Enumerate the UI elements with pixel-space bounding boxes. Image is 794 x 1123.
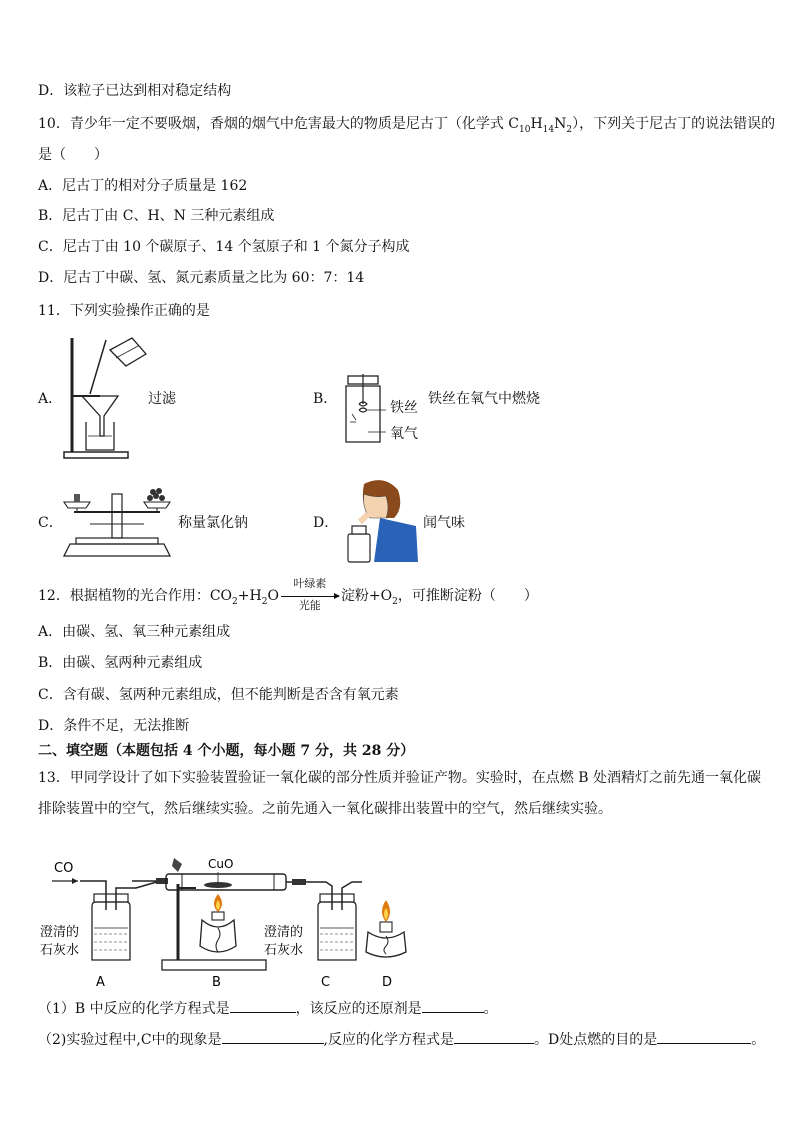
q10-sub-h: 14: [542, 124, 555, 135]
q10-option-b: B．尼古丁由 C、H、N 三种元素组成: [38, 208, 275, 224]
q12-sub-b: 2: [261, 596, 268, 607]
q13-stem-line2: 排除装置中的空气，然后继续实验。之前先通入一氧化碳排出装置中的空气，然后继续实验。: [38, 801, 612, 817]
q10-option-a: A．尼古丁的相对分子质量是 162: [38, 178, 248, 194]
q9-option-d: D．该粒子已达到相对稳定结构: [38, 83, 232, 99]
q12-stem-start: 12．根据植物的光合作用：CO: [38, 588, 233, 604]
cuo-label: CuO: [208, 857, 234, 871]
q12-option-b: B．由碳、氢两种元素组成: [38, 655, 203, 671]
q11-stem: 11．下列实验操作正确的是: [38, 303, 210, 319]
q10-sub-c: 10: [518, 124, 531, 135]
right-limewater-label-1: 澄清的: [264, 925, 304, 940]
q11-c-letter: C．: [38, 515, 63, 531]
q10-sub-n: 2: [566, 124, 573, 135]
q11-b-letter: B．: [313, 391, 338, 407]
q10-option-d: D．尼古丁中碳、氢、氮元素质量之比为 60：7：14: [38, 270, 365, 286]
q12-condition-below: 光能: [298, 599, 321, 612]
q12-plus-h: +H: [237, 588, 262, 604]
q10-stem: [38, 114, 775, 134]
left-limewater-label-1: 澄清的: [40, 925, 80, 940]
answer-blank-2[interactable]: [422, 998, 484, 1013]
q10-option-c: C．尼古丁由 10 个碳原子、14 个氢原子和 1 个氮分子构成: [38, 239, 410, 255]
q11-a-letter: A．: [38, 391, 63, 407]
q11-b-caption: 铁丝在氧气中燃烧: [428, 391, 540, 407]
q12-sub-a: 2: [232, 596, 238, 607]
balance-figure: [60, 480, 174, 560]
q10-stem-text: 10．青少年一定不要吸烟，香烟的烟气中危害最大的物质是尼古丁（化学式 C: [38, 116, 519, 132]
answer-blank-3[interactable]: [222, 1029, 324, 1044]
q13-sub1-text-a: （1）B 中反应的化学方程式是: [38, 1001, 230, 1017]
q12-option-c: C．含有碳、氢两种元素组成，但不能判断是否含有氧元素: [38, 687, 399, 703]
q11-d-letter: D．: [313, 515, 339, 531]
q13-stem-line1: 13．甲同学设计了如下实验装置验证一氧化碳的部分性质并验证产物。实验时，在点燃 B 处酒精灯之前先通一氧化碳: [38, 770, 761, 786]
q12-condition-above: 叶绿素: [293, 577, 327, 590]
q12-o: O: [267, 588, 279, 604]
q10-stem-line2: 是（ ）: [38, 147, 108, 163]
q11-c-caption: 称量氯化钠: [178, 515, 248, 531]
q13-sub1-text-c: 。: [483, 1001, 498, 1017]
smelling-figure: [340, 478, 420, 564]
answer-blank-4[interactable]: [454, 1029, 534, 1044]
label-c: C: [321, 975, 331, 990]
q12-product: 淀粉+O: [340, 588, 393, 604]
q12-option-d: D．条件不足，无法推断: [38, 718, 190, 734]
right-limewater-label-2: 石灰水: [264, 943, 304, 958]
apparatus-diagram: [36, 848, 436, 996]
q13-sub2-text-b: ,反应的化学方程式是: [323, 1032, 454, 1048]
label-d: D: [382, 975, 393, 990]
q10-h: H: [530, 116, 543, 132]
q13-sub2-text-d: 。: [751, 1032, 766, 1048]
section-title: 二、填空题（本题包括 4 个小题，每小题 7 分，共 28 分）: [38, 743, 415, 759]
q12-reaction-arrow: [281, 577, 339, 612]
filtration-figure: [60, 336, 150, 462]
q13-sub1: [38, 998, 498, 1019]
label-a: A: [96, 975, 105, 990]
q12-sub-c: 2: [392, 596, 398, 607]
left-limewater-label-2: 石灰水: [40, 943, 80, 958]
co-label: CO: [54, 861, 74, 876]
q13-sub2: [38, 1029, 765, 1050]
q11-a-caption: 过滤: [148, 391, 176, 407]
q12-stem-tail: ，可推断淀粉（ ）: [397, 588, 538, 604]
q12-option-a: A．由碳、氢、氧三种元素组成: [38, 624, 231, 640]
q11-d-caption: 闻气味: [423, 515, 465, 531]
q11-b-label-oxygen: 氧气: [390, 426, 418, 442]
q13-sub2-text-a: （2)实验过程中,C中的现象是: [38, 1032, 222, 1048]
iron-burning-figure: [338, 374, 388, 446]
q10-n: N: [554, 116, 567, 132]
answer-blank-1[interactable]: [230, 998, 296, 1013]
answer-blank-5[interactable]: [657, 1029, 751, 1044]
q10-stem-tail: ），下列关于尼古丁的说法错误的: [572, 116, 776, 132]
label-b: B: [212, 975, 221, 990]
q13-sub2-text-c: 。D处点燃的目的是: [533, 1032, 658, 1048]
q11-b-label-iron: 铁丝: [390, 400, 418, 416]
q13-sub1-text-b: ，该反应的还原剂是: [295, 1001, 422, 1017]
q12-stem: [38, 577, 538, 612]
